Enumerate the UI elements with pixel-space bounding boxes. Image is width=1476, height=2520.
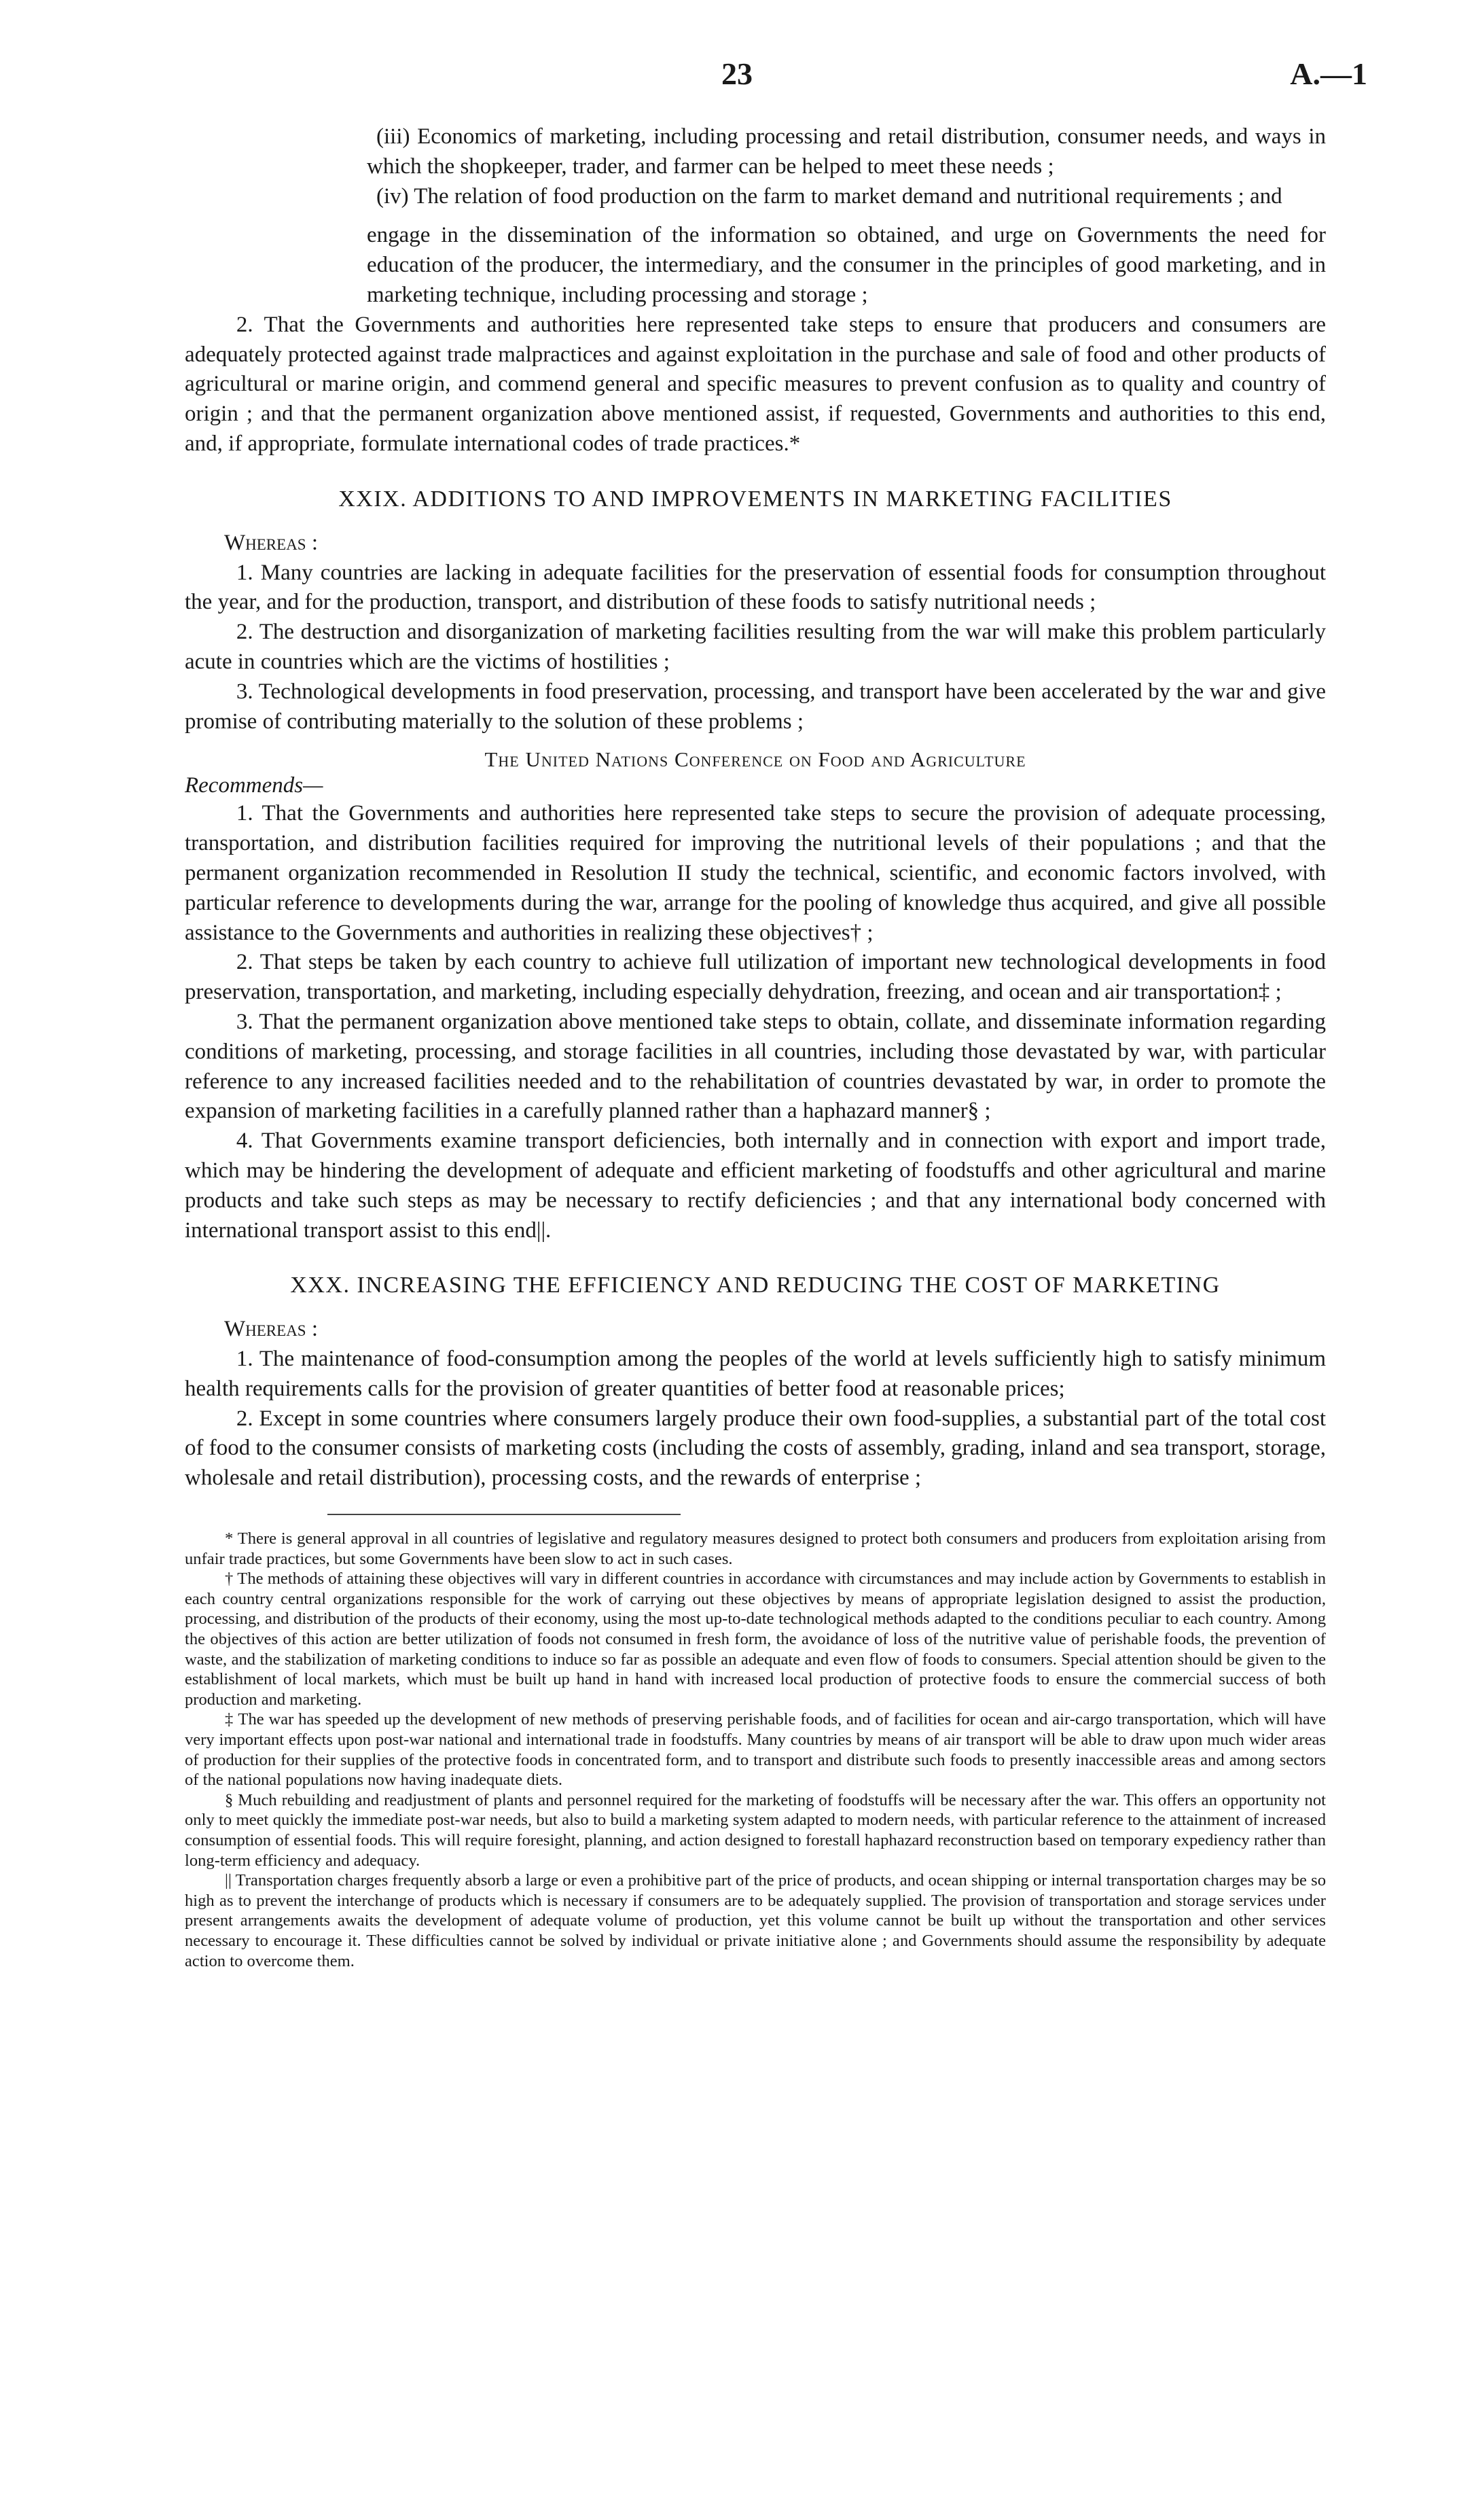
footnote: § Much rebuilding and readjustment of plants and personnel required for the marketing of foodstuffs will be necessary after the war. This offers an opportunity not only to meet quickly the immediate post-war needs, but also to build a marketing system adapted to modern needs, with particular reference to the attainment of increased consumption of essential foods. This will require foresight, planning, and action designed to forestall haphazard reconstruction based on temporary expediency rather than long-term efficiency and adequacy. (185, 1790, 1326, 1870)
footnote: * There is general approval in all countries of legislative and regulatory measures designed to protect both consumers and producers from exploitation arising from unfair trade practices, but some Governments have been slow to act in such cases. (185, 1529, 1326, 1568)
footnote: ‡ The war has speeded up the development of new methods of preserving perishable foods, and of facilities for ocean and air-cargo transportation, which will have very important effects upon post-war national and international trade in foodstuffs. Many countries by means of air transport will be able to draw upon much wider areas of production for their supplies of the protective foods in concentrated form, and to transport and distribute such foods to presently inaccessible areas and among sectors of the national populations now having inadequate diets. (185, 1710, 1326, 1790)
whereas-item: 2. Except in some countries where consumers largely produce their own food-supplies, a substantial part of the total cost of food to the consumer consists of marketing costs (including the costs of assembly, grading, inland and sea transport, storage, wholesale and retail distribution), processing costs, and the rewards of enterprise ; (185, 1406, 1326, 1491)
footnote: † The methods of attaining these objectives will vary in different countries in accordance with circumstances and may include action by Governments to establish in each country central organizations responsible for the work of carrying out these objectives by means of appropriate legislation designed to assist the production, processing, and distribution of the products of their economy, using the most up-to-date technological methods adapted to the conditions peculiar to each country. Among the objectives of this action are better utilization of foods not consumed in fresh form, the avoidance of loss of the nutritive value of perishable foods, the prevention of waste, and the stabilization of marketing conditions to induce so far as possible an adequate and even flow of foods to consumers. Special attention should be given to the establishment of local markets, which must be built up hand in hand with increased local production of protective foods to ensure the commercial success of both production and marketing. (185, 1569, 1326, 1709)
paragraph-item-iii: (iii) Economics of marketing, including processing and retail distribution, consumer needs, and ways in which the shopkeeper, trader, and farmer can be helped to meet these needs ; (367, 124, 1326, 179)
section-heading-xxx: XXX. INCREASING THE EFFICIENCY AND REDUCING THE COST OF MARKETING (290, 1273, 1221, 1298)
footnotes (185, 1529, 1326, 1971)
paragraph-item-iv: (iv) The relation of food production on the farm to market demand and nutritional requirements ; and (376, 183, 1282, 209)
whereas-item: 3. Technological developments in food preservation, processing, and transport have been accelerated by the war and give promise of contributing materially to the solution of these problems ; (185, 679, 1326, 734)
paragraph-2: 2. That the Governments and authorities here represented take steps to ensure that producers and consumers are adequately protected against trade malpractices and against exploitation in the purchase and sale of food and other products of agricultural or marine origin, and commend general and specific measures to prevent confusion as to quality and country of origin ; and that the permanent organization above mentioned assist, if requested, Governments and authorities to this end, and, if appropriate, formulate international codes of trade practices.* (185, 312, 1326, 456)
recommends-label: Recommends— (185, 773, 323, 798)
recommendation-item: 4. That Governments examine transport deficiencies, both internally and in connection with export and import trade, which may be hindering the development of adequate and efficient marketing of foodstuffs and other agricultural and marine products and take such steps as may be necessary to rectify deficiencies ; and that any international body concerned with international transport assist to this end||. (185, 1129, 1326, 1243)
page-number: 23 (721, 56, 753, 91)
whereas-item: 1. The maintenance of food-consumption among the peoples of the world at levels sufficiently high to satisfy minimum health requirements calls for the provision of greater quantities of better food at reasonable prices; (185, 1347, 1326, 1401)
recommendation-item: 1. That the Governments and authorities here represented take steps to secure the provision of adequate processing, transportation, and distribution facilities required for improving the nutritional levels of their populations ; and that the permanent organization recommended in Resolution II study the technical, scientific, and economic factors involved, with particular reference to developments during the war, arrange for the pooling of knowledge thus acquired, and give all possible assistance to the Governments and authorities in realizing these objectives† ; (185, 801, 1326, 945)
whereas-label: Whereas : (224, 530, 319, 555)
footnote-divider (327, 1514, 681, 1515)
main-text-column (185, 122, 1326, 1971)
whereas-label: Whereas : (224, 1317, 319, 1342)
paragraph-continuation: engage in the dissemination of the information so obtained, and urge on Governments the need for education of the producer, the intermediary, and the consumer in the principles of good marketing, and in marketing technique, including processing and storage ; (367, 223, 1326, 307)
recommendation-item: 3. That the permanent organization above mentioned take steps to obtain, collate, and disseminate information regarding conditions of marketing, processing, and storage facilities in all countries, including those devastated by war, with particular reference to any increased facilities needed and to the rehabilitation of countries devastated by war, in order to promote the expansion of marketing facilities in a carefully planned rather than a haphazard manner§ ; (185, 1009, 1326, 1124)
document-reference: A.—1 (1290, 56, 1367, 91)
section-heading-xxix: XXIX. ADDITIONS TO AND IMPROVEMENTS IN MARKETING FACILITIES (338, 486, 1172, 512)
whereas-item: 2. The destruction and disorganization of marketing facilities resulting from the war will make this problem particularly acute in countries which are the victims of hostilities ; (185, 620, 1326, 674)
whereas-item: 1. Many countries are lacking in adequate facilities for the preservation of essential foods for consumption throughout the year, and for the production, transport, and distribution of these foods to satisfy nutritional needs ; (185, 560, 1326, 615)
conference-title: The United Nations Conference on Food and Agriculture (484, 747, 1026, 772)
footnote: || Transportation charges frequently absorb a large or even a prohibitive part of the price of products, and ocean shipping or internal transportation charges may be so high as to prevent the interchange of products which is necessary if consumers are to be adequately supplied. The provision of transportation and storage services under present arrangements awaits the development of adequate volume of production, yet this volume cannot be built up without the transportation and other services necessary to encourage it. These difficulties cannot be solved by individual or private initiative alone ; and Governments should assume the responsibility by adequate action to overcome them. (185, 1871, 1326, 1970)
recommendation-item: 2. That steps be taken by each country to achieve full utilization of important new technological developments in food preservation, transportation, and marketing, including especially dehydration, freezing, and ocean and air transportation‡ ; (185, 950, 1326, 1005)
